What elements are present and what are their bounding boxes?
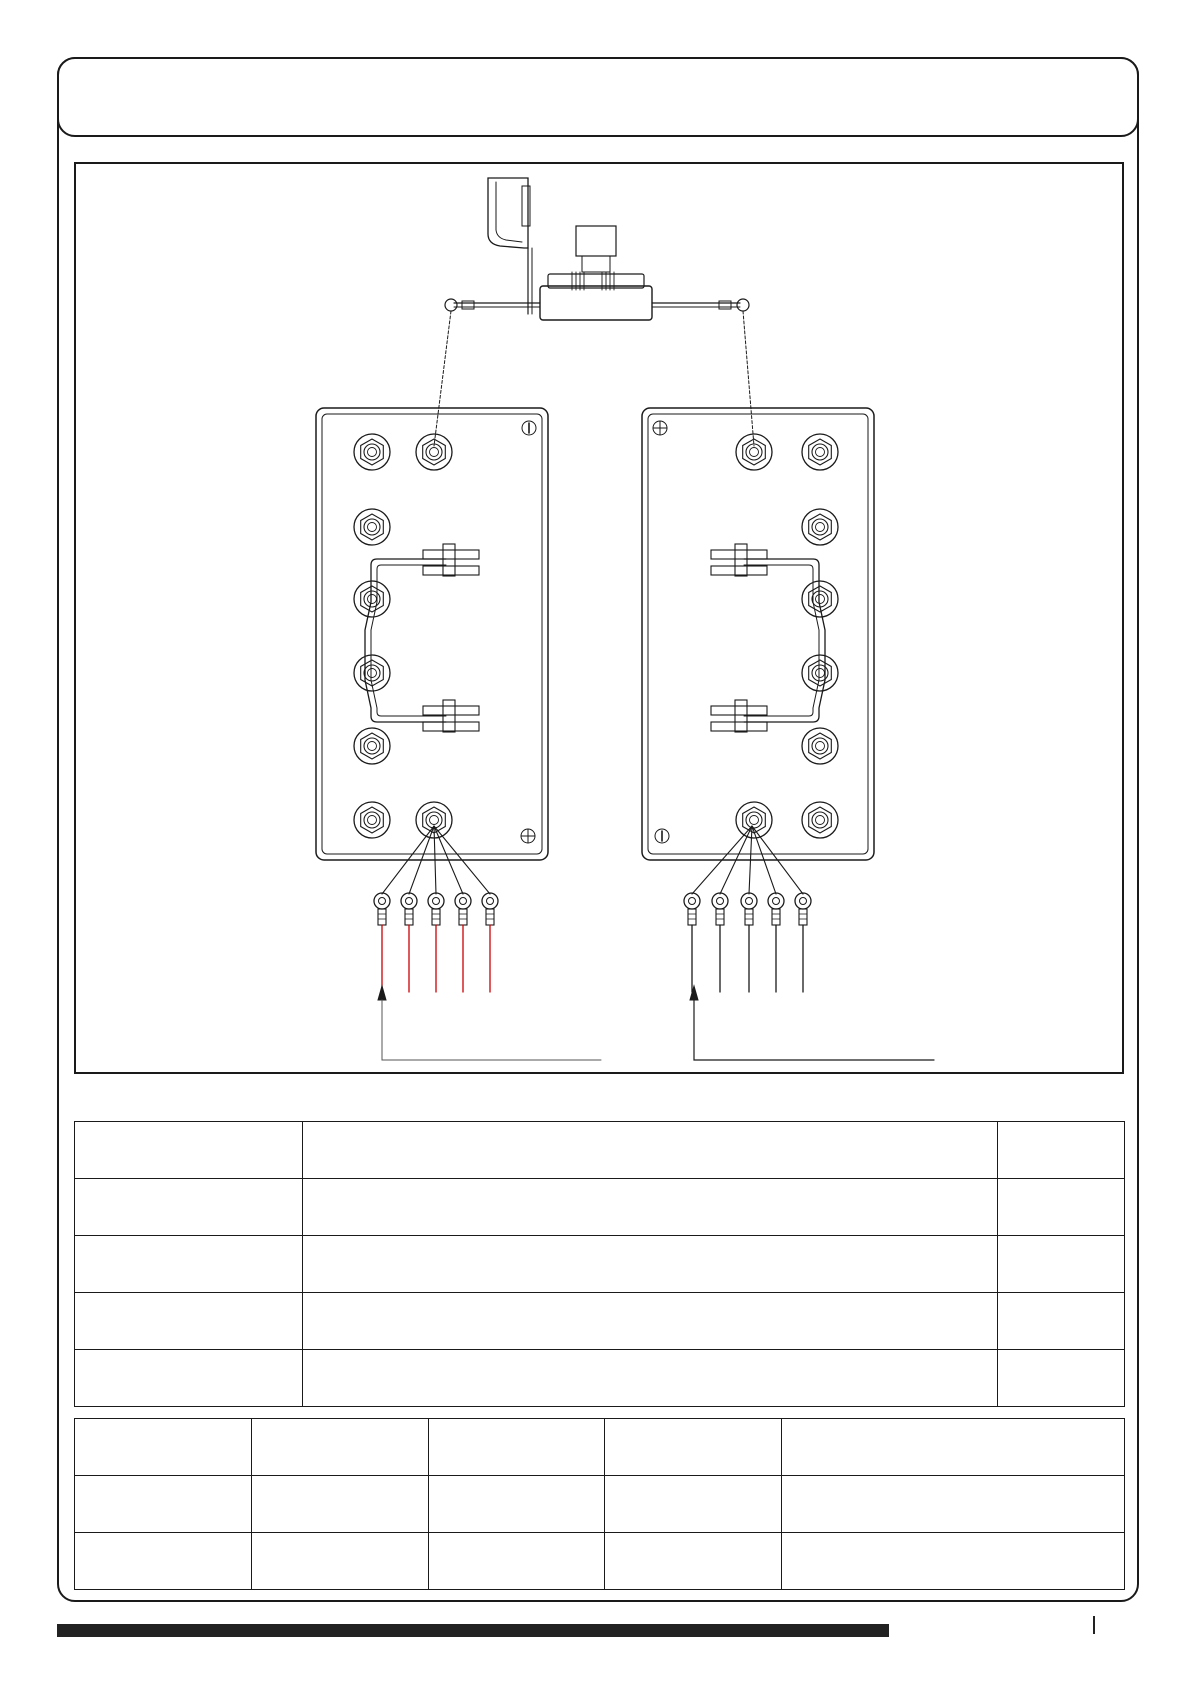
ring-terminal — [374, 893, 390, 909]
lower-table-row — [75, 1533, 1125, 1590]
ring-terminal — [455, 893, 471, 909]
upper-table-row — [75, 1350, 1125, 1407]
lower-table-cell — [605, 1476, 782, 1533]
lower-table-cell — [605, 1533, 782, 1590]
footer-bar — [57, 1624, 889, 1637]
lower-table-cell — [429, 1419, 605, 1476]
lower-table-cell — [782, 1476, 1125, 1533]
fuse-body — [540, 286, 652, 320]
battery-case — [316, 408, 548, 860]
lower-table-row — [75, 1476, 1125, 1533]
upper-table-cell — [303, 1179, 998, 1236]
battery-terminal — [802, 802, 838, 838]
upper-table-cell — [998, 1179, 1125, 1236]
ring-terminal — [482, 893, 498, 909]
battery-terminal — [802, 581, 838, 617]
fuse-link-right — [743, 311, 754, 446]
lower-table-cell — [75, 1533, 252, 1590]
fuse-ring-terminal-right — [737, 299, 749, 311]
upper-table-cell — [75, 1122, 303, 1179]
upper-table-cell — [75, 1179, 303, 1236]
right-battery — [642, 408, 874, 860]
lower-table-cell — [75, 1419, 252, 1476]
upper-table-row — [75, 1122, 1125, 1179]
ring-terminal — [684, 893, 700, 909]
fuse-link-left — [434, 311, 451, 446]
ring-terminal — [428, 893, 444, 909]
arrow-head — [378, 986, 386, 1000]
upper-table — [74, 1121, 1125, 1407]
lower-table-cell — [252, 1476, 429, 1533]
upper-table-cell — [303, 1293, 998, 1350]
upper-table-cell — [998, 1293, 1125, 1350]
upper-table-row — [75, 1293, 1125, 1350]
battery-terminal — [802, 728, 838, 764]
ring-terminal — [795, 893, 811, 909]
blade-fuse — [576, 226, 616, 256]
upper-table-cell — [75, 1236, 303, 1293]
positive-leads — [374, 826, 601, 1060]
ring-terminal — [712, 893, 728, 909]
battery-terminal — [354, 581, 390, 617]
clamp — [423, 706, 479, 715]
battery-terminal — [354, 434, 390, 470]
upper-table-cell — [303, 1236, 998, 1293]
battery-case — [642, 408, 874, 860]
upper-table-cell — [998, 1236, 1125, 1293]
wiring-diagram — [76, 164, 1126, 1076]
lower-table-cell — [782, 1419, 1125, 1476]
battery-terminal — [736, 434, 772, 470]
upper-table-row — [75, 1236, 1125, 1293]
lower-table-cell — [605, 1419, 782, 1476]
ring-terminal — [768, 893, 784, 909]
upper-table-row — [75, 1179, 1125, 1236]
fuse-holder — [445, 178, 749, 320]
upper-table-cell — [75, 1350, 303, 1407]
battery-terminal — [354, 728, 390, 764]
fuse-ring-terminal-left — [445, 299, 457, 311]
lower-table-row — [75, 1419, 1125, 1476]
battery-terminal — [802, 509, 838, 545]
diagram-panel — [74, 162, 1124, 1074]
clamp — [423, 550, 479, 559]
ring-terminal — [401, 893, 417, 909]
lower-table-cell — [429, 1476, 605, 1533]
upper-table-cell — [75, 1293, 303, 1350]
battery-terminal — [354, 802, 390, 838]
negative-leads — [684, 826, 934, 1060]
footer-page-marker — [1093, 1616, 1095, 1634]
lower-table — [74, 1418, 1125, 1590]
arrow-head — [690, 986, 698, 1000]
upper-table-cell — [303, 1350, 998, 1407]
ring-terminal — [741, 893, 757, 909]
lower-table-cell — [252, 1533, 429, 1590]
clamp — [711, 550, 767, 559]
upper-table-cell — [998, 1122, 1125, 1179]
lower-table-cell — [75, 1476, 252, 1533]
lower-table-cell — [252, 1419, 429, 1476]
upper-table-cell — [998, 1350, 1125, 1407]
title-block — [57, 57, 1139, 137]
leader-line-positive — [382, 1000, 601, 1060]
battery-terminal — [354, 509, 390, 545]
upper-table-cell — [303, 1122, 998, 1179]
battery-terminal — [416, 434, 452, 470]
lower-table-cell — [429, 1533, 605, 1590]
lower-table-cell — [782, 1533, 1125, 1590]
clamp — [711, 706, 767, 715]
battery-terminal — [802, 655, 838, 691]
left-battery — [316, 408, 548, 860]
battery-terminal — [802, 434, 838, 470]
leader-line-negative — [694, 1000, 934, 1060]
